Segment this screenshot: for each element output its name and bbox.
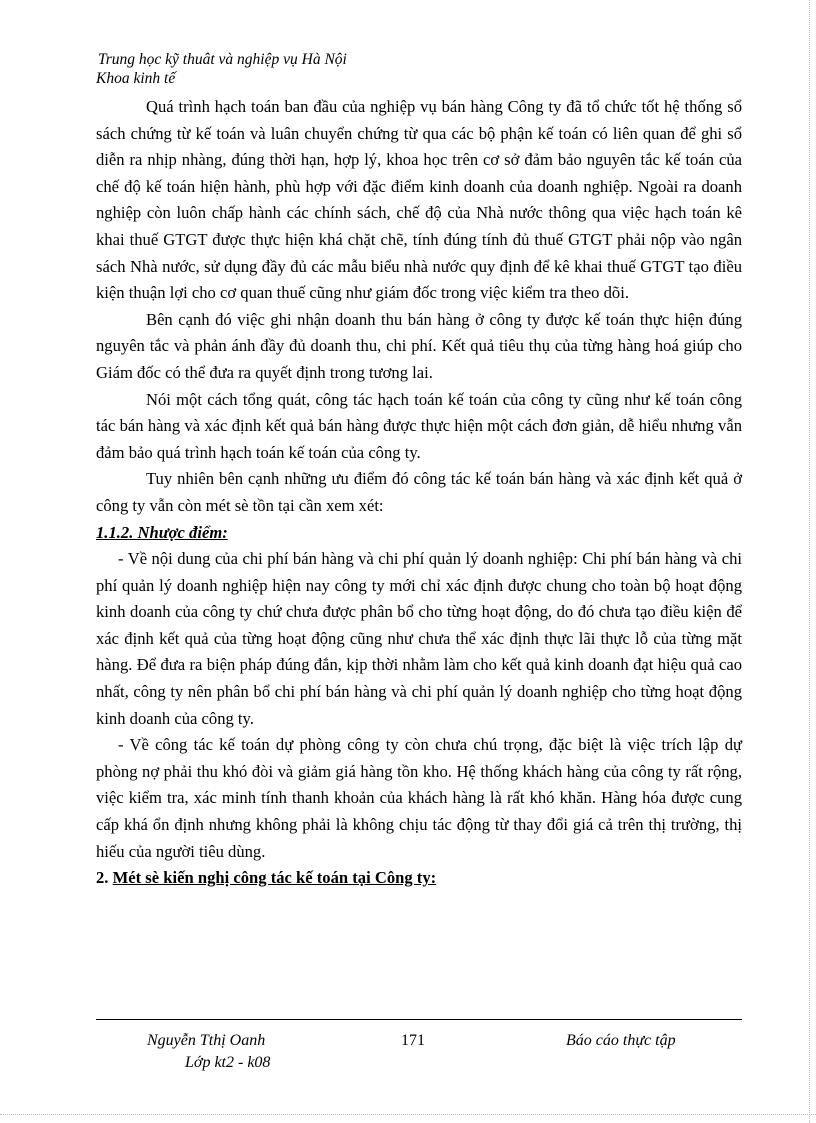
page-number: 171 xyxy=(401,1032,425,1049)
footer-class: Lớp kt2 - k08 xyxy=(185,1054,271,1071)
paragraph: Quá trình hạch toán ban đầu của nghiệp vụ bán hàng Công ty đã tổ chức tốt hệ thống sổ sách chứng từ kế toán và luân chuyển chứng từ qua các bộ phận kế toán có liên quan để ghi sổ diễn ra nhịp nhàng, đúng thời hạn, hợp lý, khoa học trên cơ sở đảm bảo nguyên tắc kế toán của chế độ kế toán hiện hành, phù hợp với đặc điểm kinh doanh của doanh nghiệp. Ngoài ra doanh nghiệp còn luôn chấp hành các chính sách, chế độ của Nhà nước thông qua việc hạch toán kê khai thuế GTGT được thực hiện khá chặt chẽ, tính đúng tính đủ thuế GTGT phải nộp vào ngân sách Nhà nước, sử dụng đầy đủ các mẫu biểu nhà nước quy định để kê khai thuế GTGT tạo điều kiện thuận lợi cho cơ quan thuế cũng như giám đốc trong việc kiểm tra theo dõi. xyxy=(96,97,742,303)
bullet-paragraph: - Về nội dung của chi phí bán hàng và chi phí quản lý doanh nghiệp: Chi phí bán hàng và chi phí quản lý doanh nghiệp hiện nay công ty mới chỉ xác định được chung cho toàn bộ hoạt động kinh doanh của công ty chứ chưa được phân bổ cho từng hoạt động, do đó chưa tạo điều kiện để xác định kết quả của từng hoạt động cũng như chưa thể xác định thực lãi thực lỗ của từng mặt hàng. Để đưa ra biện pháp đúng đắn, kịp thời nhằm làm cho kết quả kinh doanh đạt hiệu quả cao nhất, công ty nên phân bổ chi phí bán hàng và chi phí quản lý doanh nghiệp cho từng hoạt động kinh doanh của công ty. xyxy=(96,549,742,728)
section-heading-recommendations xyxy=(96,865,742,892)
page-edge-bottom xyxy=(0,1114,816,1115)
bullet-paragraph: - Về công tác kế toán dự phòng công ty còn chưa chú trọng, đặc biệt là việc trích lập dự phòng nợ phải thu khó đòi và giảm giá hàng tồn kho. Hệ thống khách hàng của công ty rất rộng, việc kiểm tra, xác minh tính thanh khoản của khách hàng là rất khó khăn. Hàng hóa được cung cấp khá ổn định nhưng không phải là không chịu tác động từ thay đổi giá cả trên thị trường, thị hiếu của người tiêu dùng. xyxy=(96,735,742,861)
page-header xyxy=(96,50,347,88)
document-body xyxy=(96,94,742,892)
faculty-name: Khoa kinh tế xyxy=(96,70,176,87)
school-name: Trung học kỹ thuât và nghiệp vụ Hà Nội xyxy=(98,51,347,68)
footer-author: Nguyễn Tthị Oanh xyxy=(147,1032,266,1049)
paragraph: Bên cạnh đó việc ghi nhận doanh thu bán hàng ở công ty được kế toán thực hiện đúng nguyên tắc và phản ánh đầy đủ doanh thu, chi phí. Kết quả tiêu thụ của từng hàng hoá giúp cho Giám đốc có thể đưa ra quyết định trong tương lai. xyxy=(96,309,742,382)
footer-divider xyxy=(96,1019,742,1020)
paragraph: Tuy nhiên bên cạnh những ưu điểm đó công tác kế toán bán hàng và xác định kết quả ở công ty vẫn còn mét sè tồn tại cần xem xét: xyxy=(96,469,742,515)
section-heading-weaknesses: 1.1.2. Nhược điểm: xyxy=(96,522,228,542)
footer-report-title: Báo cáo thực tập xyxy=(566,1032,676,1049)
paragraph: Nói một cách tổng quát, công tác hạch toán kế toán của công ty cũng như kế toán công tác bán hàng và xác định kết quả bán hàng được thực hiện một cách đơn giản, dễ hiểu nhưng vẫn đảm bảo quá trình hạch toán kế toán của công ty. xyxy=(96,389,742,462)
heading-number: 2. xyxy=(96,868,113,888)
heading-text: Mét sè kiến nghị công tác kế toán tại Công ty: xyxy=(112,868,437,888)
page-edge-right xyxy=(809,0,810,1123)
